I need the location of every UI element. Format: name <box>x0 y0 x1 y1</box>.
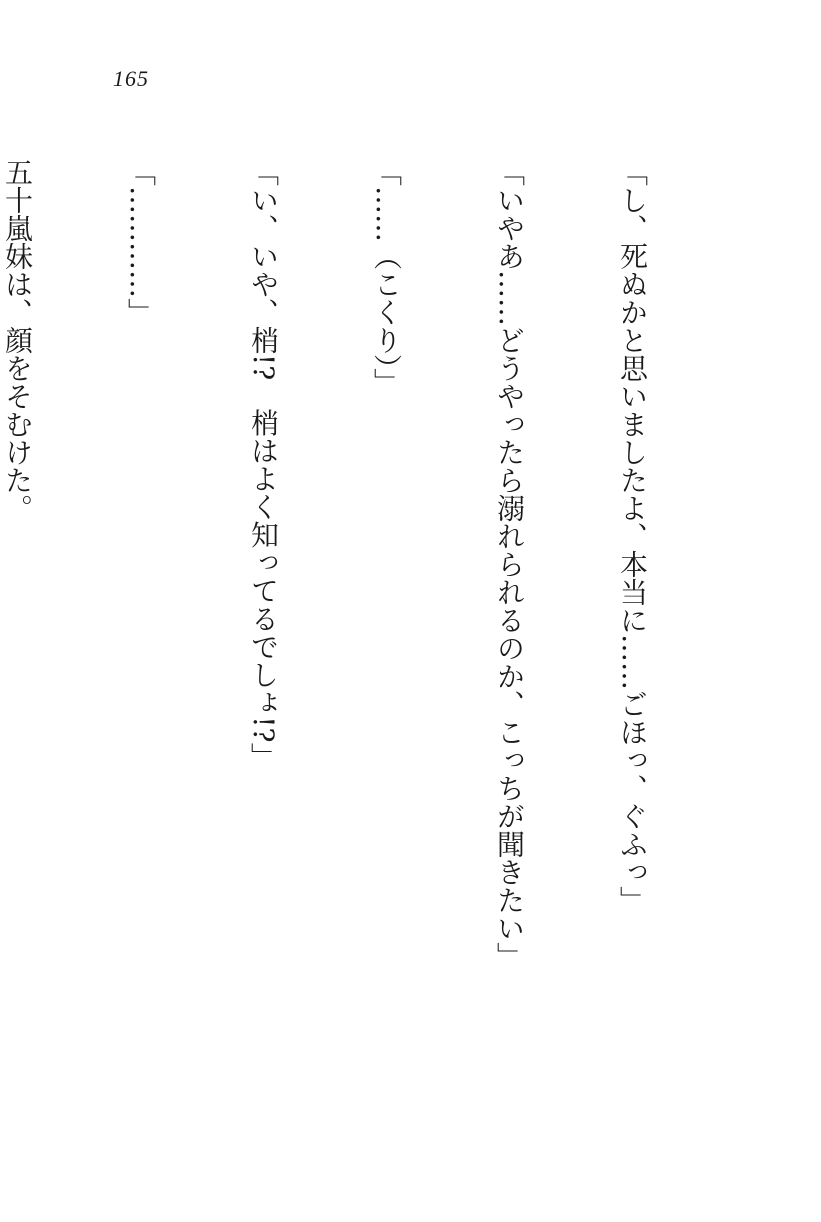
text-line: 「し、死ぬかと思いましたよ、本当に……ごほっ、ぐふっ」 <box>616 158 649 914</box>
novel-text-body <box>0 158 735 1118</box>
text-line: 五十嵐妹は、顔をそむけた。 <box>1 158 34 522</box>
text-line: 「……（こくり）」 <box>370 158 403 396</box>
text-line: 「い、いや、梢!? 梢はよく知ってるでしょ!?」 <box>247 158 280 771</box>
page-number: 165 <box>113 66 149 91</box>
text-line: 「…………」 <box>124 158 157 326</box>
text-line: 「いやあ……どうやったら溺れられるのか、こっちが聞きたい」 <box>493 158 526 970</box>
